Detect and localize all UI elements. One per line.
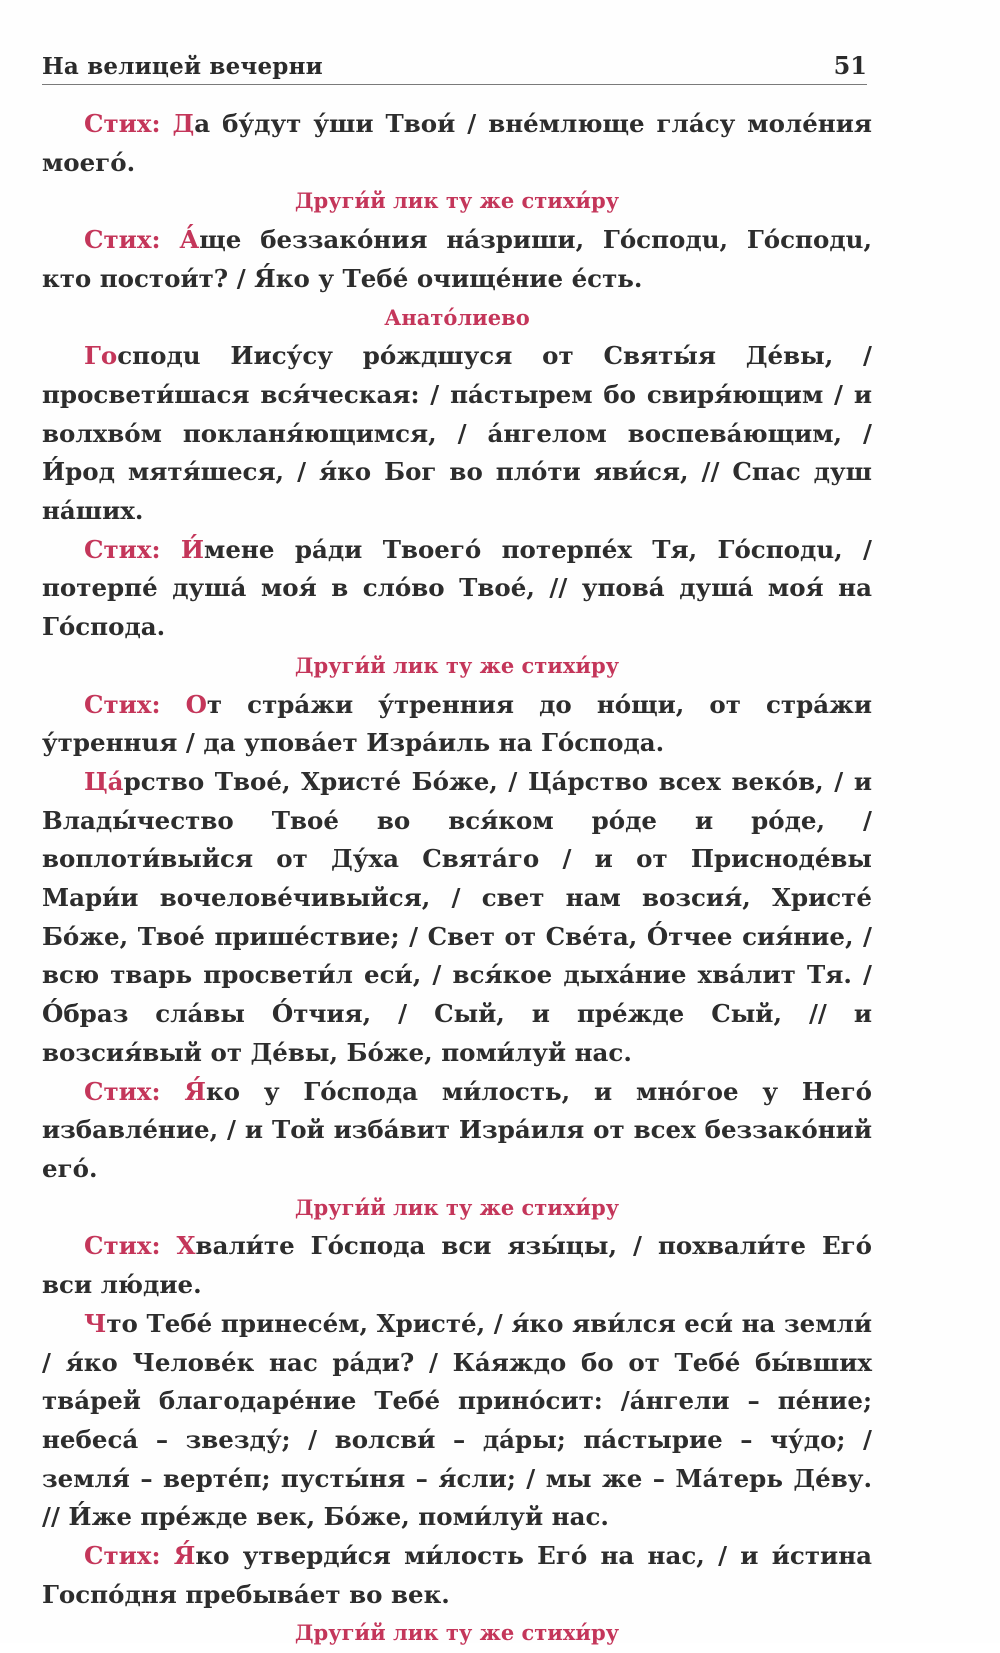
verse-prefix: Стих: Я́	[84, 1541, 196, 1571]
liturgical-text	[42, 105, 872, 1653]
running-header	[42, 48, 867, 85]
stichera-paragraph	[42, 763, 872, 1073]
paragraph-text: т стра́жи у́тренния до но́щи, от стра́жи у́треннuя / да упова́ет Изра́иль на Го́спода.	[42, 689, 872, 758]
stichera-paragraph	[42, 337, 872, 531]
page-number: 51	[833, 51, 867, 80]
verse-prefix: Стих: О	[84, 689, 207, 719]
verse-prefix: Стих: А́	[84, 225, 200, 255]
paragraph-text: ще беззако́ния на́зриши, Го́сподu, Го́сподu, кто постои́т? / Я́ко у Тебе́ очище́ние е́сть.	[42, 225, 872, 293]
verse-prefix: Стих: И́	[84, 534, 205, 564]
verse-paragraph	[42, 105, 872, 182]
verse-paragraph	[42, 686, 872, 763]
verse-prefix: Стих: Д	[84, 109, 195, 138]
initial-letters: Го	[84, 341, 118, 371]
stichera-paragraph	[42, 1305, 872, 1537]
paragraph-text: ко у Го́спода ми́лость, и мно́гое у Него́ избавле́ние, / и Той изба́вит Изра́иля от всех беззако́ний его́.	[42, 1076, 872, 1183]
paragraph-text: вали́те Го́спода вси язы́цы, / похвали́те Его́ вси лю́дие.	[42, 1231, 873, 1300]
section-heading: Други́й лик ту же стихи́ру	[294, 652, 620, 678]
paragraph-text: то Тебе́ принесе́м, Христе́, / я́ко яви́лся еси́ на земли́ / я́ко Челове́к нас ра́ди? / Ка́яждо бо от Тебе́ бы́вших тва́рей благодаре́ние Тебе́ прино́сит: /а́нгели – пе́ние; небеса́ – звезду́; / волсви́ – да́ры; па́стырие – чу́до; / земля́ – верте́п; пусты́ня – я́сли; / мы же – Ма́терь Де́ву. // И́же пре́жде век, Бо́же, поми́луй нас.	[42, 1308, 872, 1532]
initial-letters: Ч	[84, 1308, 107, 1338]
verse-paragraph	[42, 1227, 872, 1304]
section-heading: Анато́лиево	[384, 304, 530, 330]
verse-paragraph	[42, 221, 872, 298]
paragraph-text: а бу́дут у́ши Твои́ / вне́млюще гла́су моле́ния моего́.	[42, 109, 872, 177]
paragraph-text: рство Твое́, Христе́ Бо́же, / Ца́рство всех веко́в, / и Влады́чество Твое́ во вся́ком ро́де и ро́де, /воплоти́выйся от Ду́ха Свята́го / и от Приснодéвы Мари́и вочелове́чивыйся, / свет нам возсия́, Христе́ Бо́же, Твое́ прише́ствие; / Свет от Све́та, О́тчее сия́ние, / всю тварь просвети́л еси́, / вся́кое дыха́ние хва́лит Тя. / О́браз сла́вы О́тчия, / Сый, и пре́жде Сый, // и возсия́вый от Де́вы, Бо́же, поми́луй нас.	[42, 766, 872, 1067]
paragraph-text: ко утверди́ся ми́лость Его́ на нас, / и и́стина Госпо́дня пребыва́ет во век.	[42, 1541, 872, 1609]
verse-paragraph	[42, 1537, 872, 1614]
verse-paragraph	[42, 531, 872, 647]
verse-paragraph	[42, 1073, 872, 1189]
section-heading: Други́й лик ту же стихи́ру	[294, 1620, 620, 1646]
verse-prefix: Стих: Я́	[84, 1076, 206, 1106]
running-title: На велицей вечерни	[42, 53, 323, 80]
section-heading: Други́й лик ту же стихи́ру	[294, 1194, 620, 1220]
paragraph-text: мене ра́ди Твоего́ потерпе́х Тя, Го́сподu, / потерпе́ душа́ моя́ в сло́во Твое́, // упова́ душа́ моя́ на Го́спода.	[42, 534, 873, 642]
section-heading: Други́й лик ту же стихи́ру	[294, 188, 620, 214]
verse-prefix: Стих: Х	[84, 1231, 196, 1261]
paragraph-text: сподu Иису́су ро́ждшуся от Святы́я Де́вы, / просвети́шася вся́ческая: / па́стырем бо свиря́ющим / и волхво́м покланя́ющимся, / а́нгелом воспева́ющим, / И́род мятя́шеся, / я́ко Бог во пло́ти яви́ся, // Спас душ на́ших.	[42, 341, 872, 526]
initial-letters: Ца́	[84, 766, 124, 796]
